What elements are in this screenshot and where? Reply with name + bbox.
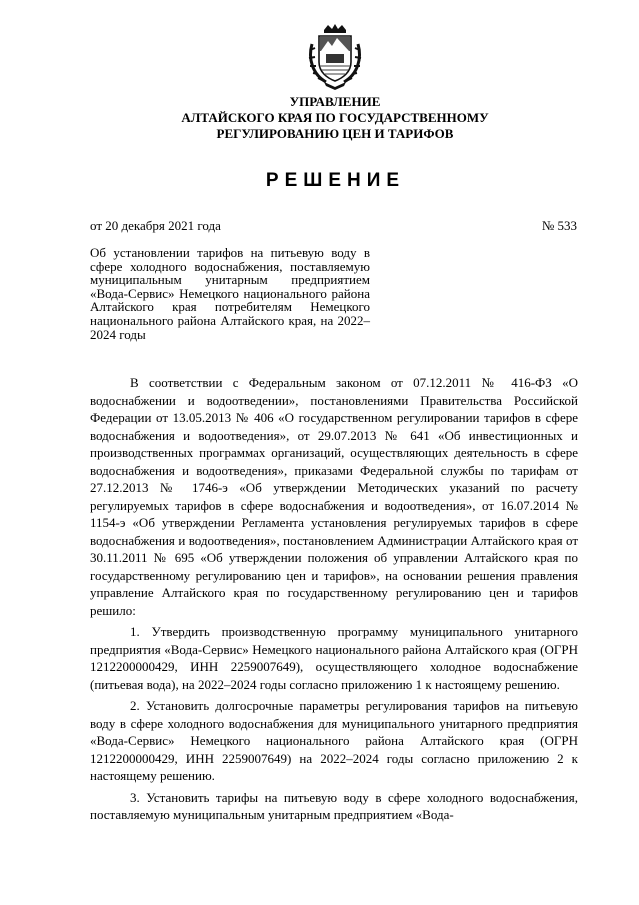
body-preamble: В соответствии с Федеральным законом от 07.12.2011 № 416-ФЗ «О водоснабжении и водоотведении», постановлениями Правительства Российской Федерации от 13.05.2013 № 406 «О государственном регулировании тарифов в сфере водоснабжения и водоотведения», от 29.07.2013 № 641 «Об инвестиционных и производственных программах организаций, осуществляющих деятельность в сфере водоснабжения и водоотведения», приказами Федеральной службы по тарифам от 27.12.2013 № 1746-э «Об утверждении Методических указаний по расчету регулируемых тарифов в сфере водоснабжения и водоотведения», от 16.07.2014 № 1154-э «Об утверждении Регламента установления регулируемых тарифов в сфере водоснабжения и водоотведения», постановлением Администрации Алтайского края от 30.11.2011 № 695 «Об утверждении положения об управлении Алтайского края по государственному регулированию цен и тарифов», на основании решения правления управление Алтайского края по государственному регулированию цен и тарифов решило: bbox=[90, 375, 578, 618]
body-item-3: 3. Установить тарифы на питьевую воду в сфере холодного водоснабжения, поставляемую муниципальным унитарным предприятием «Вода- bbox=[90, 789, 578, 822]
coat-of-arms-icon bbox=[302, 24, 368, 90]
document-subject: Об установлении тарифов на питьевую воду в сфере холодного водоснабжения, поставляемую муниципальным унитарным предприятием «Вода-Сервис» Немецкого национального района Алтайского края потребителям Немецкого национального района Алтайского края, на 2022–2024 годы bbox=[90, 245, 370, 342]
agency-header bbox=[150, 94, 520, 142]
agency-line-2: АЛТАЙСКОГО КРАЯ ПО ГОСУДАРСТВЕННОМУ bbox=[181, 110, 489, 125]
document-date: от 20 декабря 2021 года bbox=[90, 218, 221, 233]
document-body bbox=[90, 374, 578, 828]
document-type-title: РЕШЕНИЕ bbox=[265, 170, 406, 191]
agency-line-3: РЕГУЛИРОВАНИЮ ЦЕН И ТАРИФОВ bbox=[216, 126, 454, 141]
body-item-2: 2. Установить долгосрочные параметры регулирования тарифов на питьевую воду в сфере холодного водоснабжения для муниципального унитарного предприятия «Вода-Сервис» Немецкого национального района Алтайского края (ОГРН 1212200000429, ИНН 2259007649) на 2022–2024 годы согласно приложению 2 к настоящему решению. bbox=[90, 698, 578, 783]
body-item-1: 1. Утвердить производственную программу муниципального унитарного предприятия «Вода-Сервис» Немецкого национального района Алтайского края (ОГРН 1212200000429, ИНН 2259007649), осуществляющего холодное водоснабжение (питьевая вода), на 2022–2024 годы согласно приложению 1 к настоящему решению. bbox=[90, 624, 578, 692]
agency-line-1: УПРАВЛЕНИЕ bbox=[289, 94, 381, 109]
document-number: № 533 bbox=[541, 218, 577, 233]
